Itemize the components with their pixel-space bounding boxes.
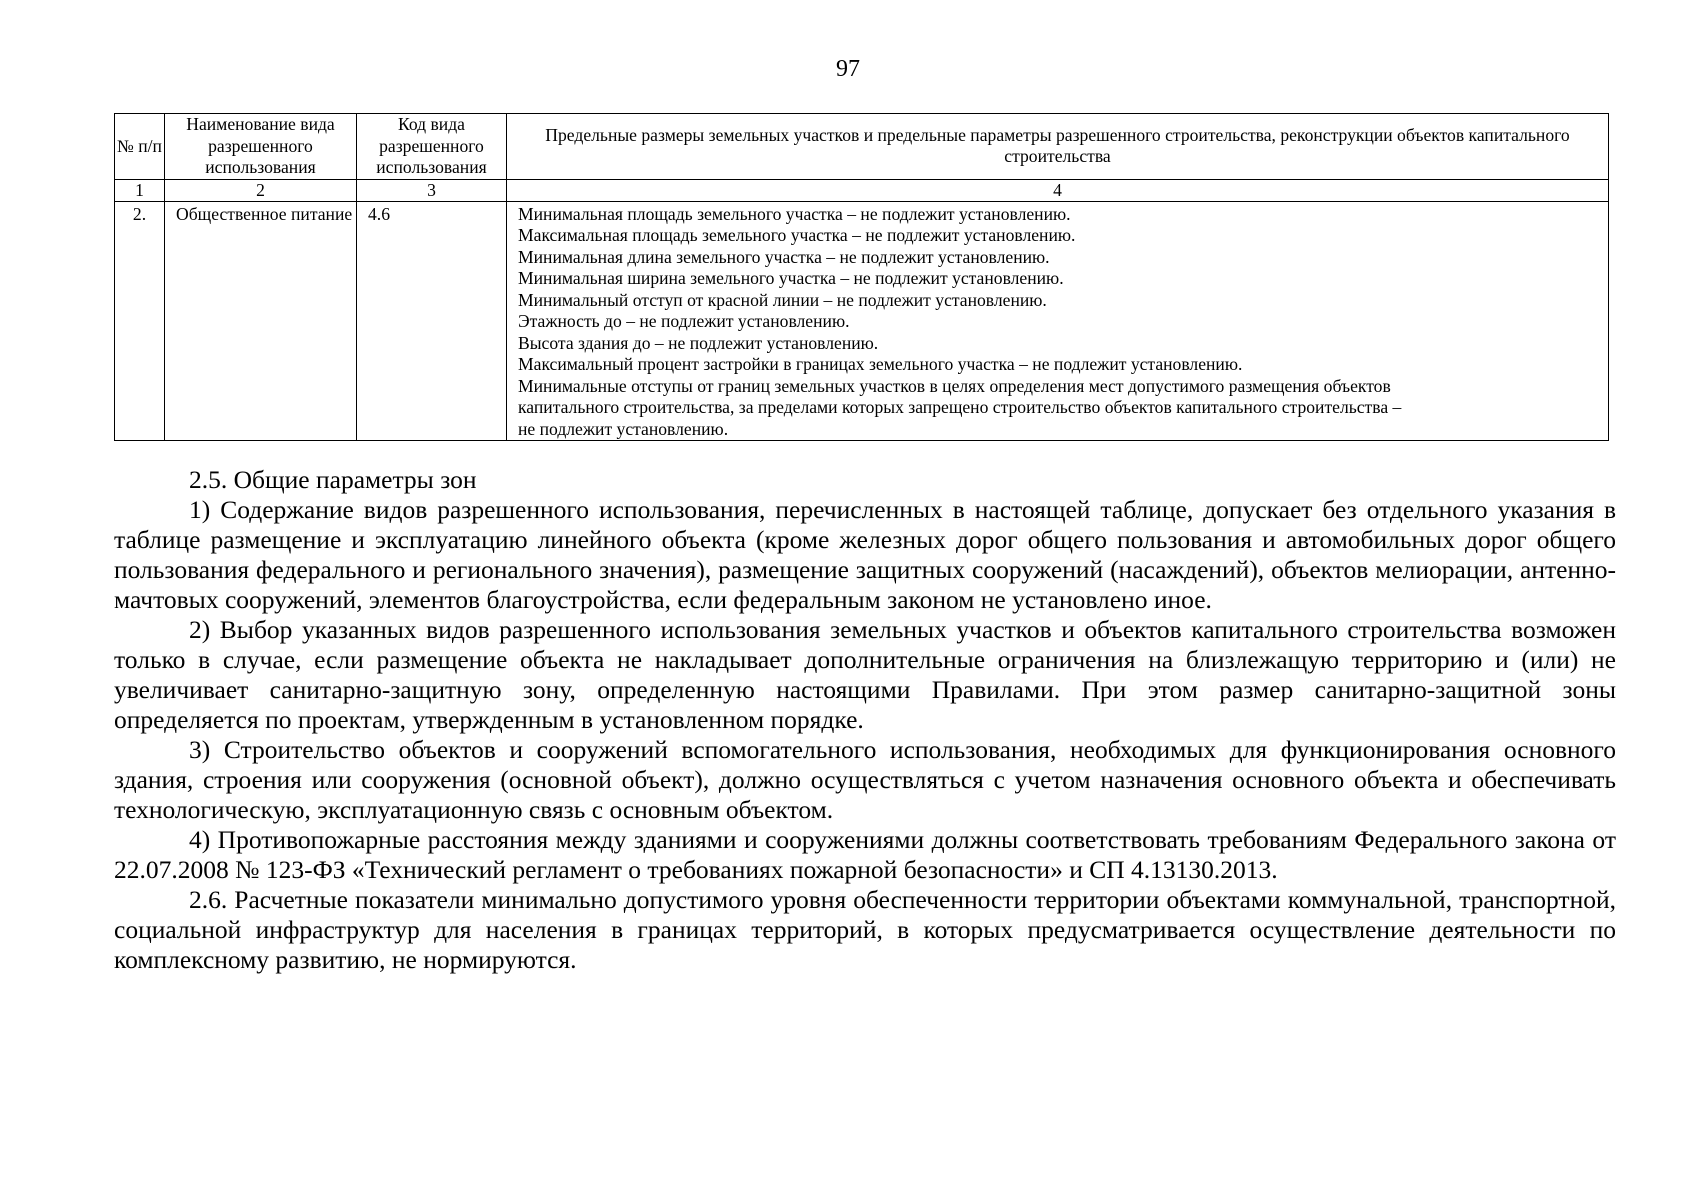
column-number: 4 <box>507 179 1609 201</box>
column-number: 3 <box>357 179 507 201</box>
parameter-line: Максимальный процент застройки в границах земельного участка – не подлежит установлению. <box>518 354 1243 374</box>
page-number: 97 <box>836 56 860 82</box>
table-row <box>115 201 1609 441</box>
parameter-line: Минимальные отступы от границ земельных участков в целях определения мест допустимого размещения объектов <box>518 375 1391 396</box>
paragraph: 2) Выбор указанных видов разрешенного использования земельных участков и объектов капитального строительства возможен только в случае, если размещение объекта не накладывает дополнительные ограничения на близлежащую территорию и (или) не увеличивает санитарно-защитную зону, определенную настоящими Правилами. При этом размер санитарно-защитной зоны определяется по проектам, утвержденным в установленном порядке. <box>114 615 1616 734</box>
parameter-line: Максимальная площадь земельного участка – не подлежит установлению. <box>518 225 1076 245</box>
parameter-line: Минимальная длина земельного участка – не подлежит установлению. <box>518 246 1050 267</box>
header-use-code: Код вида разрешенного использования <box>357 114 507 180</box>
parameter-line: Минимальная площадь земельного участка – не подлежит установлению. <box>518 203 1071 224</box>
paragraph: 1) Содержание видов разрешенного использования, перечисленных в настоящей таблице, допускает без отдельного указания в таблице размещение и эксплуатацию линейного объекта (кроме железных дорог общего пользования и автомобильных дорог общего пользования федерального и регионального значения), размещение защитных сооружений (насаждений), объектов мелиорации, антенно-мачтовых сооружений, элементов благоустройства, если федеральным законом не установлено иное. <box>114 495 1616 614</box>
land-use-parameters-table <box>114 113 1609 441</box>
header-number: № п/п <box>115 114 165 180</box>
column-number-row <box>115 179 1609 201</box>
column-number: 1 <box>115 179 165 201</box>
header-use-name: Наименование вида разрешенного использования <box>165 114 357 180</box>
paragraph: 4) Противопожарные расстояния между зданиями и сооружениями должны соответствовать требованиям Федерального закона от 22.07.2008 № 123-ФЗ «Технический регламент о требованиях пожарной безопасности» и СП 4.13130.2013. <box>114 825 1616 884</box>
parameter-line: не подлежит установлению. <box>518 418 729 439</box>
use-code: 4.6 <box>357 201 507 441</box>
body-text <box>114 465 1616 975</box>
paragraph: 2.6. Расчетные показатели минимально допустимого уровня обеспеченности территории объектами коммунальной, транспортной, социальной инфраструктур для населения в границах территорий, в которых предусматривается осуществление деятельности по комплексному развитию, не нормируются. <box>114 885 1616 974</box>
parameter-line: Этажность до – не подлежит установлению. <box>518 311 850 331</box>
parameter-line: капитального строительства, за пределами которых запрещено строительство объектов капитального строительства – <box>518 397 1402 417</box>
parameters-cell <box>507 201 1609 441</box>
row-number: 2. <box>115 201 165 441</box>
use-name: Общественное питание <box>165 201 357 441</box>
paragraph: 3) Строительство объектов и сооружений вспомогательного использования, необходимых для функционирования основного здания, строения или сооружения (основной объект), должно осуществляться с учетом назначения основного объекта и обеспечивать технологическую, эксплуатационную связь с основным объектом. <box>114 735 1616 824</box>
column-number: 2 <box>165 179 357 201</box>
parameter-line: Высота здания до – не подлежит установлению. <box>518 332 879 353</box>
parameter-line: Минимальная ширина земельного участка – не подлежит установлению. <box>518 268 1064 288</box>
header-parameters: Предельные размеры земельных участков и предельные параметры разрешенного строительства, реконструкции объектов капитального строительства <box>507 114 1609 180</box>
section-heading: 2.5. Общие параметры зон <box>189 465 477 494</box>
table-header-row <box>115 114 1609 180</box>
parameter-line: Минимальный отступ от красной линии – не подлежит установлению. <box>518 289 1047 310</box>
